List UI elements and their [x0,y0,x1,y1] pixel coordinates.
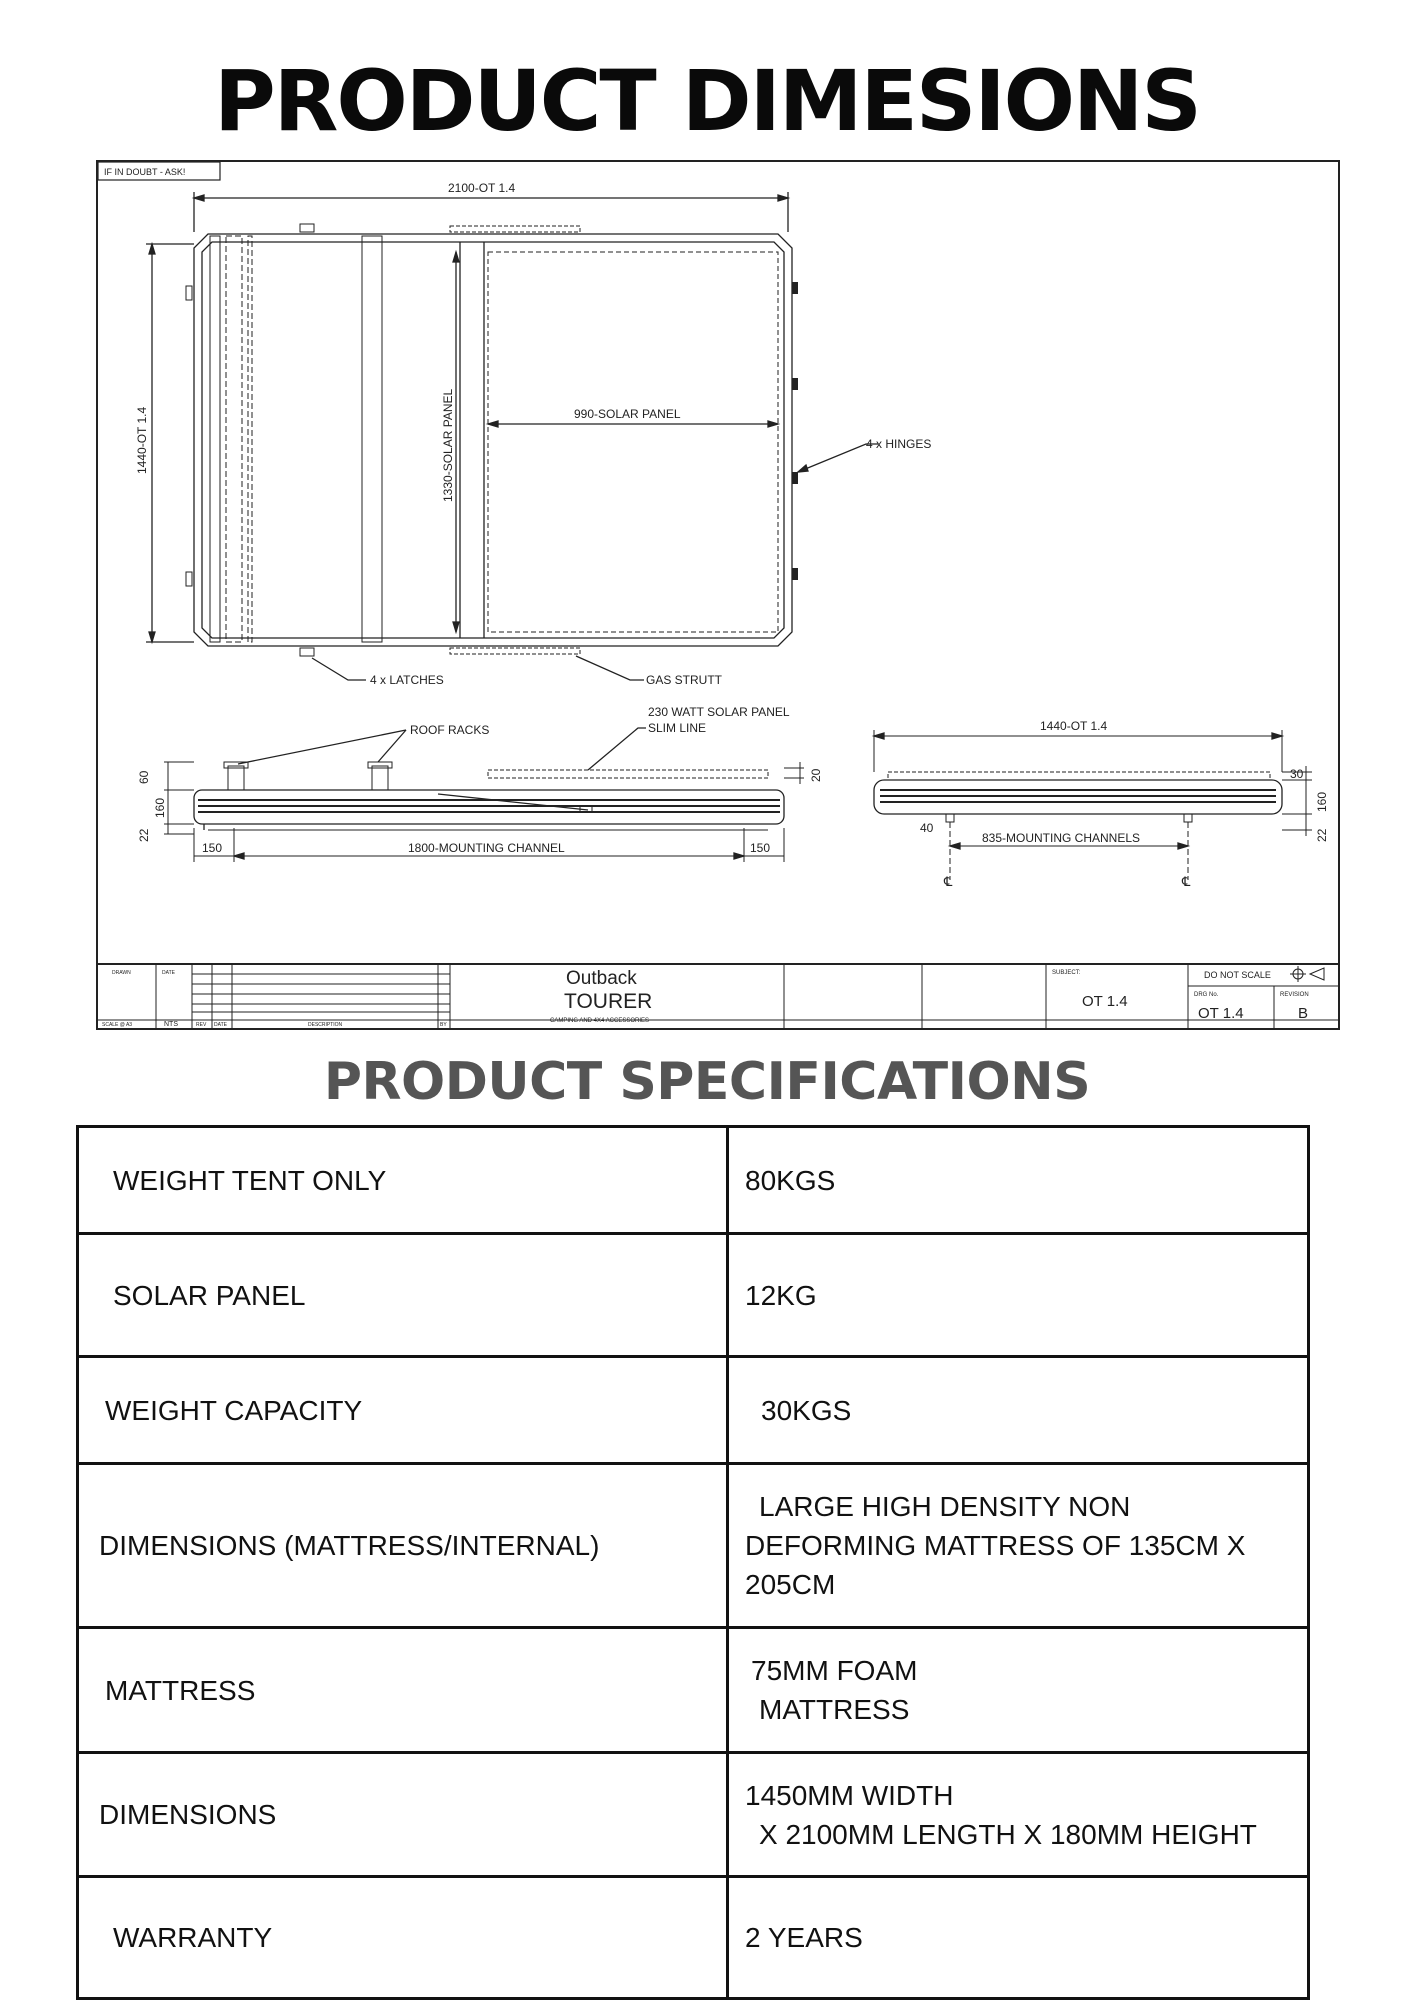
tb-scale-label: SCALE @ A3 [102,1022,133,1028]
tb-rev-label: REV [196,1022,207,1028]
callout-gas-strut: GAS STRUTT [646,673,723,687]
table-row [78,1464,1309,1628]
dim-end-width: 1440-OT 1.4 [1040,719,1108,733]
title-block [98,964,1338,1028]
table-row [78,1234,1309,1357]
dim-end-160: 160 [1315,791,1329,812]
dim-end-22: 22 [1315,828,1329,842]
tb-drg-label: DRG No. [1194,992,1219,998]
callout-hinges: 4 x HINGES [866,437,932,451]
spec-value: 1450MM WIDTH X 2100MM LENGTH X 180MM HEIGHT [728,1753,1309,1877]
tb-revision-value: B [1298,1005,1309,1022]
tb-scale-value: NTS [164,1021,178,1028]
specs-heading: PRODUCT SPECIFICATIONS [323,1052,1091,1112]
specs-table [76,1125,1310,2000]
table-row [78,1357,1309,1464]
spec-value: 75MM FOAM MATTRESS [728,1628,1309,1753]
table-row [78,1127,1309,1234]
technical-drawing [96,160,1340,1030]
tb-rev-date-label: DATE [214,1022,227,1028]
tb-by-label: BY [440,1022,447,1028]
tb-revision-label: REVISION [1280,992,1309,998]
spec-label: WEIGHT TENT ONLY [78,1127,728,1234]
dim-side-160: 160 [153,797,167,818]
dim-side-22: 22 [137,828,151,842]
tb-drg-value: OT 1.4 [1198,1005,1244,1022]
spec-label: SOLAR PANEL [78,1234,728,1357]
table-row [78,1753,1309,1877]
tb-subject-label: SUBJECT: [1052,970,1081,976]
tb-drawn-label: DRAWN [112,970,131,976]
centerline-mark-left: ℄ [944,874,953,889]
table-row [78,1877,1309,1999]
dim-end-40: 40 [920,821,934,835]
spec-label: WARRANTY [78,1877,728,1999]
spec-value: 12KG [728,1234,1309,1357]
spec-value: 80KGS [728,1127,1309,1234]
top-view [135,181,931,687]
spec-label: DIMENSIONS (MATTRESS/INTERNAL) [78,1464,728,1628]
dim-side-20: 20 [809,768,823,782]
spec-value: 2 YEARS [728,1877,1309,1999]
centerline-mark-right: ℄ [1182,874,1191,889]
tb-company-line1: Outback [566,968,637,989]
page-title: PRODUCT DIMESIONS [214,52,1200,150]
spec-label: MATTRESS [78,1628,728,1753]
dim-end-30: 30 [1290,767,1304,781]
spec-value: 30KGS [728,1357,1309,1464]
dim-solar-panel-width: 990-SOLAR PANEL [574,407,681,421]
spec-label: DIMENSIONS [78,1753,728,1877]
callout-roof-racks: ROOF RACKS [410,723,490,737]
tb-do-not-scale: DO NOT SCALE [1204,970,1271,980]
dim-left-offset: 150 [202,841,223,855]
dim-side-60: 60 [137,770,151,784]
callout-solar-line2: SLIM LINE [648,721,707,735]
tb-date-label: DATE [162,970,175,976]
tb-description-label: DESCRIPTION [308,1022,343,1028]
dim-overall-length: 2100-OT 1.4 [448,181,516,195]
dim-right-offset: 150 [750,841,771,855]
dim-channel-length: 1800-MOUNTING CHANNEL [408,841,565,855]
tb-company-line2: TOURER [564,990,653,1013]
tb-company-tagline: CAMPING AND 4X4 ACCESSORIES [550,1018,650,1024]
tb-subject-value: OT 1.4 [1082,993,1128,1010]
callout-solar-line1: 230 WATT SOLAR PANEL [648,705,790,719]
spec-value: LARGE HIGH DENSITY NON DEFORMING MATTRESS OF 135CM X 205CM [728,1464,1309,1628]
spec-label: WEIGHT CAPACITY [78,1357,728,1464]
end-view [874,719,1329,889]
dim-channel-spacing: 835-MOUNTING CHANNELS [982,831,1141,845]
dim-overall-width: 1440-OT 1.4 [135,406,149,474]
dim-solar-panel-length: 1330-SOLAR PANEL [441,388,455,502]
callout-latches: 4 x LATCHES [370,673,444,687]
corner-note: IF IN DOUBT - ASK! [104,167,186,177]
side-view [137,705,823,862]
table-row [78,1628,1309,1753]
